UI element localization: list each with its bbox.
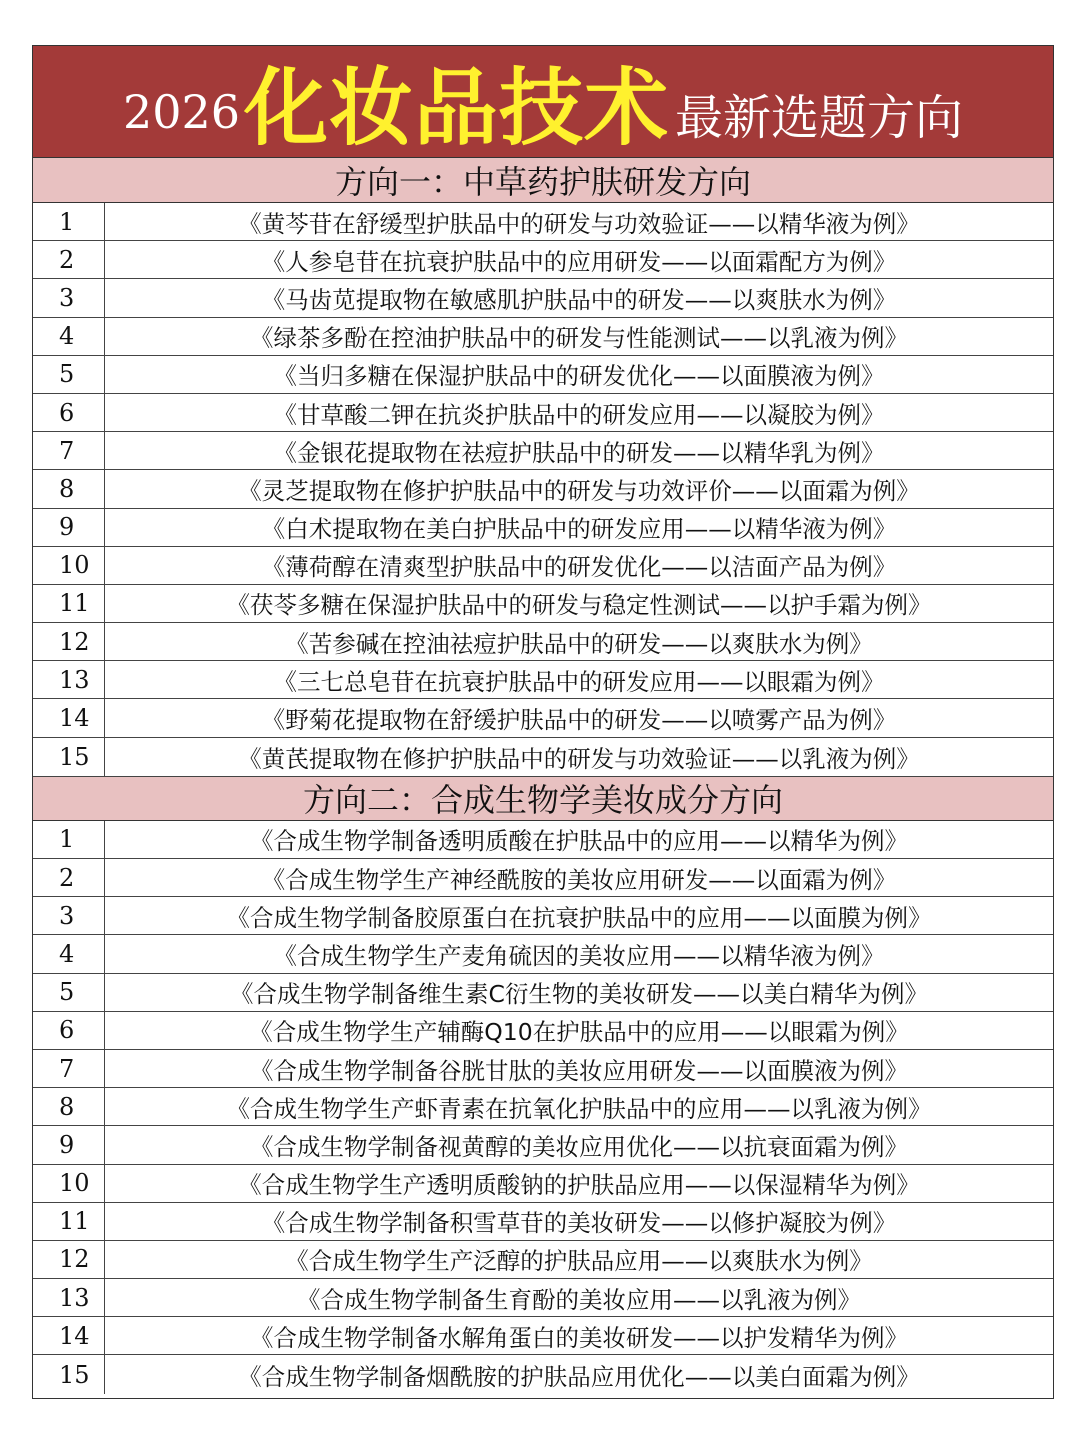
row-number: 3	[33, 279, 105, 316]
table-row	[33, 203, 1053, 241]
table-row	[33, 821, 1053, 859]
title-banner	[33, 46, 1053, 158]
topic-title: 《合成生物学制备胶原蛋白在抗衰护肤品中的应用——以面膜为例》	[226, 903, 932, 932]
row-number: 2	[33, 859, 105, 896]
banner-main-title: 化妆品技术	[244, 59, 670, 157]
table-row	[33, 623, 1053, 661]
row-number: 1	[33, 203, 105, 240]
topic-title: 《合成生物学生产麦角硫因的美妆应用——以精华液为例》	[273, 941, 885, 970]
topic-title: 《黄芪提取物在修护护肤品中的研发与功效验证——以乳液为例》	[238, 744, 920, 773]
topic-title: 《金银花提取物在祛痘护肤品中的研发——以精华乳为例》	[273, 438, 885, 467]
topic-title: 《三七总皂苷在抗衰护肤品中的研发应用——以眼霜为例》	[273, 667, 885, 696]
row-number: 2	[33, 241, 105, 278]
table-row	[33, 394, 1053, 432]
topic-title: 《合成生物学制备透明质酸在护肤品中的应用——以精华为例》	[250, 827, 908, 856]
row-number: 1	[33, 821, 105, 858]
row-number: 6	[33, 394, 105, 431]
topic-title: 《合成生物学制备谷胱甘肽的美妆应用研发——以面膜液为例》	[250, 1056, 908, 1085]
row-number: 14	[33, 699, 105, 736]
table-row	[33, 1088, 1053, 1126]
row-number: 6	[33, 1012, 105, 1049]
row-number: 13	[33, 1279, 105, 1316]
table-row	[33, 1203, 1053, 1241]
table-row	[33, 1126, 1053, 1164]
topic-title: 《白术提取物在美白护肤品中的研发应用——以精华液为例》	[261, 515, 897, 544]
section-2	[33, 776, 1053, 1394]
table-row	[33, 1355, 1053, 1393]
table-row	[33, 1317, 1053, 1355]
table-row	[33, 974, 1053, 1012]
row-number: 15	[33, 1355, 105, 1393]
table-row	[33, 1012, 1053, 1050]
topic-title: 《灵芝提取物在修护护肤品中的研发与功效评价——以面霜为例》	[238, 476, 920, 505]
table-row	[33, 470, 1053, 508]
topic-title: 《苦参碱在控油祛痘护肤品中的研发——以爽肤水为例》	[285, 629, 873, 658]
table-row	[33, 241, 1053, 279]
row-number: 14	[33, 1317, 105, 1354]
row-number: 7	[33, 432, 105, 469]
row-number: 13	[33, 661, 105, 698]
topic-title: 《合成生物学制备视黄醇的美妆应用优化——以抗衰面霜为例》	[250, 1132, 908, 1161]
section-1	[33, 158, 1053, 776]
table-row	[33, 1165, 1053, 1203]
topic-title: 《薄荷醇在清爽型护肤品中的研发优化——以洁面产品为例》	[261, 553, 897, 582]
table-row	[33, 738, 1053, 776]
banner-subtitle: 最新选题方向	[675, 90, 964, 146]
table-row	[33, 318, 1053, 356]
topic-title: 《合成生物学生产泛醇的护肤品应用——以爽肤水为例》	[285, 1247, 873, 1276]
topic-title: 《黄芩苷在舒缓型护肤品中的研发与功效验证——以精华液为例》	[238, 209, 920, 238]
table-row	[33, 661, 1053, 699]
row-number: 11	[33, 1203, 105, 1240]
table-row	[33, 897, 1053, 935]
table-row	[33, 356, 1053, 394]
table-row	[33, 935, 1053, 973]
topic-title: 《野菊花提取物在舒缓护肤品中的研发——以喷雾产品为例》	[261, 706, 897, 735]
row-number: 12	[33, 623, 105, 660]
row-number: 5	[33, 356, 105, 393]
row-number: 5	[33, 974, 105, 1011]
row-number: 8	[33, 470, 105, 507]
section-heading: 方向一：中草药护肤研发方向	[33, 158, 1053, 203]
row-number: 4	[33, 318, 105, 355]
table-row	[33, 547, 1053, 585]
row-number: 3	[33, 897, 105, 934]
table-row	[33, 509, 1053, 547]
table-row	[33, 585, 1053, 623]
topic-title: 《合成生物学生产虾青素在抗氧化护肤品中的应用——以乳液为例》	[226, 1094, 932, 1123]
topic-title: 《合成生物学生产辅酶Q10在护肤品中的应用——以眼霜为例》	[249, 1018, 909, 1047]
topic-title: 《合成生物学生产神经酰胺的美妆应用研发——以面霜为例》	[261, 865, 897, 894]
topic-title: 《绿茶多酚在控油护肤品中的研发与性能测试——以乳液为例》	[250, 324, 908, 353]
table-row	[33, 432, 1053, 470]
topic-title: 《合成生物学制备维生素C衍生物的美妆研发——以美白精华为例》	[230, 980, 928, 1009]
row-number: 4	[33, 935, 105, 972]
topic-title: 《合成生物学制备积雪草苷的美妆研发——以修护凝胶为例》	[261, 1209, 897, 1238]
row-number: 15	[33, 738, 105, 776]
topic-title: 《当归多糖在保湿护肤品中的研发优化——以面膜液为例》	[273, 362, 885, 391]
row-number: 10	[33, 1165, 105, 1202]
table-row	[33, 699, 1053, 737]
topic-title: 《茯苓多糖在保湿护肤品中的研发与稳定性测试——以护手霜为例》	[226, 591, 932, 620]
topic-table	[32, 45, 1054, 1399]
section-heading: 方向二：合成生物学美妆成分方向	[33, 776, 1053, 821]
table-row	[33, 1241, 1053, 1279]
row-number: 11	[33, 585, 105, 622]
row-number: 7	[33, 1050, 105, 1087]
row-number: 8	[33, 1088, 105, 1125]
row-number: 12	[33, 1241, 105, 1278]
topic-title: 《马齿苋提取物在敏感肌护肤品中的研发——以爽肤水为例》	[261, 285, 897, 314]
row-number: 10	[33, 547, 105, 584]
row-number: 9	[33, 1126, 105, 1163]
topic-title: 《合成生物学制备生育酚的美妆应用——以乳液为例》	[297, 1285, 861, 1314]
table-row	[33, 1279, 1053, 1317]
topic-title: 《人参皂苷在抗衰护肤品中的应用研发——以面霜配方为例》	[261, 247, 897, 276]
topic-title: 《合成生物学制备水解角蛋白的美妆研发——以护发精华为例》	[250, 1323, 908, 1352]
topic-title: 《甘草酸二钾在抗炎护肤品中的研发应用——以凝胶为例》	[273, 400, 885, 429]
table-row	[33, 859, 1053, 897]
table-row	[33, 1050, 1053, 1088]
banner-year: 2026	[122, 84, 241, 139]
topic-title: 《合成生物学制备烟酰胺的护肤品应用优化——以美白面霜为例》	[238, 1362, 920, 1391]
topic-title: 《合成生物学生产透明质酸钠的护肤品应用——以保湿精华为例》	[238, 1171, 920, 1200]
table-row	[33, 279, 1053, 317]
row-number: 9	[33, 509, 105, 546]
